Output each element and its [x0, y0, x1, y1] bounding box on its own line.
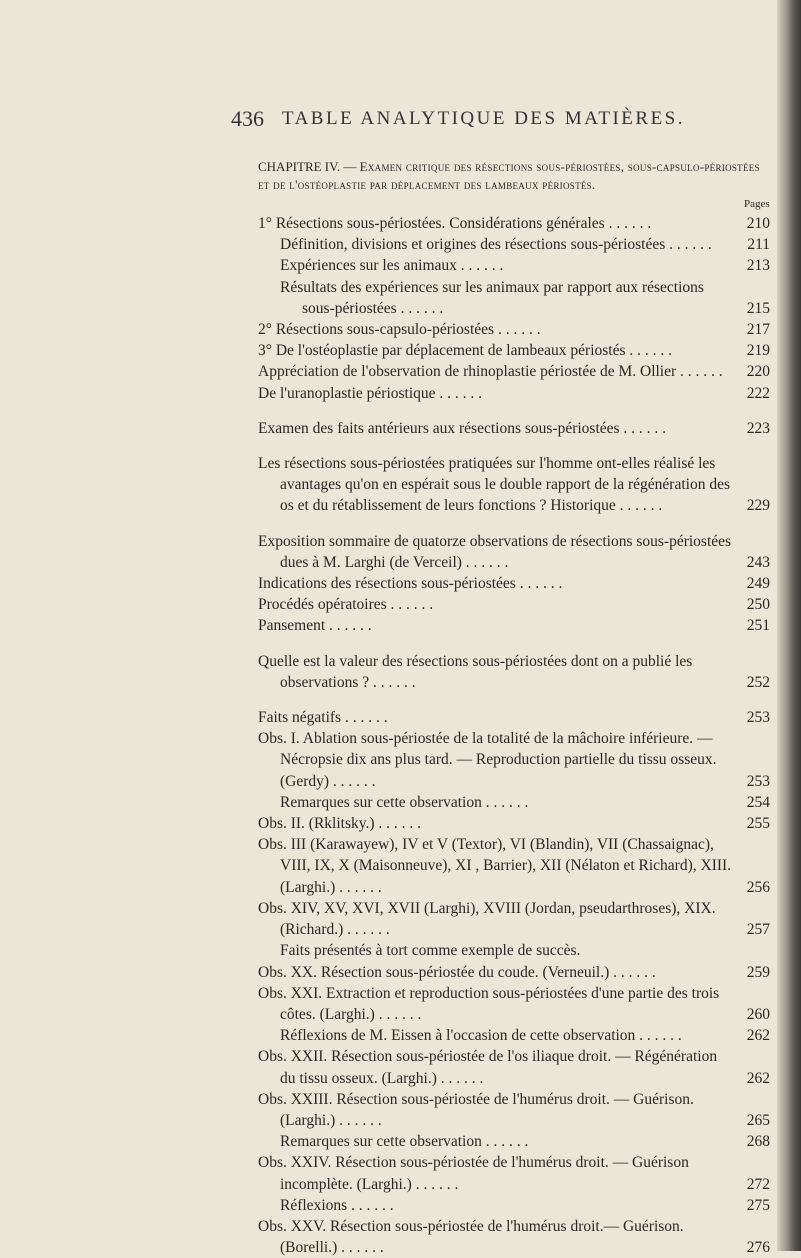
toc-entry-text: Obs. XXV. Résection sous-périostée de l'humérus droit.— Guérison. (Borelli.) . . . . . . — [258, 1217, 684, 1257]
toc-entry-text: Obs. XIV, XV, XVI, XVII (Larghi), XVIII (Jordan, pseudarthroses), XIX. (Richard.) . . . . . . — [258, 899, 716, 939]
toc-entry — [258, 940, 770, 961]
toc-entry-page: 253 — [746, 709, 770, 727]
toc-entry-text: Procédés opératoires . . . . . . — [258, 596, 434, 614]
toc-entry-text: Faits négatifs . . . . . . — [258, 709, 388, 727]
toc-entry-page: 275 — [746, 1196, 770, 1214]
toc-entry-text: 1° Résections sous-périostées. Considérations générales . . . . . . — [258, 215, 652, 232]
toc-entry — [258, 213, 770, 234]
toc-entry-page: 215 — [746, 299, 770, 317]
toc-entry-text: De l'uranoplastie périostique . . . . . . — [258, 384, 483, 402]
toc-entry-text: Obs. XXI. Extraction et reproduction sous-périostées d'une partie des trois côtes. (Larghi.) . . . . . . — [258, 984, 720, 1023]
toc-entry-text: 2° Résections sous-capsulo-périostées . . . . . . — [258, 321, 541, 339]
toc-entry-page: 265 — [746, 1111, 770, 1129]
toc-entry — [258, 962, 770, 983]
toc-entry — [258, 1195, 770, 1216]
toc-entry — [258, 898, 770, 940]
running-title: TABLE ANALYTIQUE DES MATIÈRES. — [282, 108, 686, 129]
entry-gap — [258, 693, 770, 707]
toc-entry-page: 213 — [746, 257, 770, 275]
table-of-contents — [258, 213, 770, 1258]
toc-entry-text: Obs. XX. Résection sous-périostée du coude. (Verneuil.) . . . . . . — [258, 963, 656, 981]
toc-entry-text: Indications des résections sous-périostées . . . . . . — [258, 575, 563, 593]
toc-entry-page: 272 — [746, 1175, 770, 1193]
toc-entry — [258, 573, 770, 594]
toc-entry-page: 250 — [746, 596, 770, 614]
toc-entry-page: 220 — [746, 363, 770, 381]
toc-entry-page: 268 — [746, 1133, 770, 1151]
toc-entry-page: 255 — [746, 815, 770, 833]
toc-entry-text: Exposition sommaire de quatorze observations de résections sous-périostées dues à M. Larghi (de Verceil) . . . . . . — [258, 532, 732, 571]
entry-gap — [258, 637, 770, 651]
toc-entry-page: 254 — [746, 793, 770, 811]
toc-entry-page: 256 — [746, 878, 770, 896]
toc-entry-page: 249 — [746, 575, 770, 593]
toc-entry — [258, 707, 770, 728]
toc-entry-page: 276 — [746, 1239, 770, 1257]
toc-entry — [258, 1025, 770, 1046]
toc-entry — [258, 531, 770, 573]
toc-entry-page: 223 — [746, 419, 770, 437]
toc-entry-page: 262 — [746, 1069, 770, 1087]
toc-entry — [258, 792, 770, 813]
toc-entry — [258, 255, 770, 276]
toc-entry-text: Résultats des expériences sur les animaux par rapport aux résections sous-périostées . . . . . . — [280, 278, 704, 317]
toc-entry-page: 229 — [746, 497, 770, 515]
toc-entry — [258, 834, 770, 898]
toc-entry — [258, 1046, 770, 1088]
toc-entry-text: Réflexions de M. Eissen à l'occasion de cette observation . . . . . . — [280, 1027, 682, 1045]
toc-entry-text: Obs. I. Ablation sous-périostée de la totalité de la mâchoire inférieure. — Nécropsie dix ans plus tard. — Reproduction partielle du tissu osseux. (Gerdy) . . . . . . — [258, 730, 717, 790]
toc-entry — [258, 340, 770, 361]
toc-entry-page: 259 — [746, 963, 770, 981]
toc-entry-page: 251 — [746, 617, 770, 635]
toc-entry — [258, 418, 770, 439]
toc-entry-page: 260 — [746, 1005, 770, 1023]
page-edge-shadow — [777, 0, 801, 1251]
toc-entry-page: 211 — [747, 236, 770, 254]
toc-entry — [258, 728, 770, 792]
toc-entry — [258, 1131, 770, 1152]
page-number: 436 — [231, 106, 264, 131]
toc-entry — [258, 1152, 770, 1194]
toc-entry-text: Expériences sur les animaux . . . . . . — [280, 257, 504, 275]
toc-entry-text: Définition, divisions et origines des résections sous-périostées . . . . . . — [280, 236, 712, 254]
toc-entry-text: 3° De l'ostéoplastie par déplacement de lambeaux périostés . . . . . . — [258, 342, 673, 360]
toc-entry — [258, 1089, 770, 1131]
toc-entry-page: 262 — [746, 1027, 770, 1045]
toc-entry-text: Les résections sous-périostées pratiquées sur l'homme ont-elles réalisé les avantages qu'on en espérait sous le double rapport de la régénération des os et du rétablissement de leurs fonctions ? Historique . . . . . . — [258, 455, 730, 515]
toc-entry-text: Obs. XXII. Résection sous-périostée de l'os iliaque droit. — Régénération du tissu osseux. (Larghi.) . . . . . . — [258, 1048, 718, 1087]
toc-entry-text: Remarques sur cette observation . . . . . . — [280, 793, 529, 811]
chapter-heading — [258, 158, 770, 194]
toc-entry — [258, 234, 770, 255]
toc-entry-text: Appréciation de l'observation de rhinoplastie périostée de M. Ollier . . . . . . — [258, 363, 723, 381]
chapter-label: CHAPITRE IV. — — [258, 159, 360, 174]
toc-entry-text: Obs. XXIII. Résection sous-périostée de l'humérus droit. — Guérison. (Larghi.) . . . . . . — [258, 1090, 694, 1129]
toc-entry-text: Quelle est la valeur des résections sous-périostées dont on a publié les observations ? . . . . . . — [258, 652, 693, 691]
toc-entry-page: 222 — [746, 384, 770, 402]
toc-entry-text: Réflexions . . . . . . — [280, 1196, 394, 1214]
toc-entry-page: 217 — [746, 321, 770, 339]
toc-entry-text: Remarques sur cette observation . . . . . . — [280, 1133, 529, 1151]
toc-entry — [258, 983, 770, 1025]
toc-entry — [258, 813, 770, 834]
toc-entry-text: Obs. XXIV. Résection sous-périostée de l'humérus droit. — Guérison incomplète. (Larghi.) . . . . . . — [258, 1154, 689, 1193]
toc-entry — [258, 361, 770, 382]
toc-entry-page: 243 — [746, 553, 770, 571]
toc-entry-page: 252 — [746, 673, 770, 691]
toc-entry — [258, 615, 770, 636]
toc-entry-page: 253 — [746, 772, 770, 790]
toc-entry-text: Examen des faits antérieurs aux résections sous-périostées . . . . . . — [258, 419, 667, 437]
toc-entry — [258, 651, 770, 693]
toc-entry — [258, 594, 770, 615]
entry-gap — [258, 517, 770, 531]
toc-entry-page: 219 — [746, 342, 770, 360]
toc-entry-page: 257 — [746, 921, 770, 939]
entry-gap — [258, 439, 770, 453]
toc-entry-page: 210 — [746, 215, 770, 232]
toc-entry — [258, 453, 770, 517]
toc-entry — [258, 277, 770, 319]
chapter-title: Examen critique des résections sous-périostées, sous-capsulo-périostées et de l'ostéoplastie par déplacement des lambeaux périostés. — [258, 159, 760, 192]
toc-entry — [258, 1216, 770, 1258]
toc-entry — [258, 319, 770, 340]
toc-entry-text: Obs. II. (Rklitsky.) . . . . . . — [258, 815, 422, 833]
entry-gap — [258, 404, 770, 418]
pages-column-label: Pages — [744, 198, 770, 210]
toc-entry-text: Obs. III (Karawayew), IV et V (Textor), VI (Blandin), VII (Chassaignac), VIII, IX, X (Maisonneuve), XI , Barrier), XII (Nélaton et Richard), XIII. (Larghi.) . . . . . . — [258, 836, 732, 896]
toc-entry — [258, 383, 770, 404]
toc-entry-text: Faits présentés à tort comme exemple de succès. — [280, 942, 581, 960]
toc-entry-text: Pansement . . . . . . — [258, 617, 372, 635]
